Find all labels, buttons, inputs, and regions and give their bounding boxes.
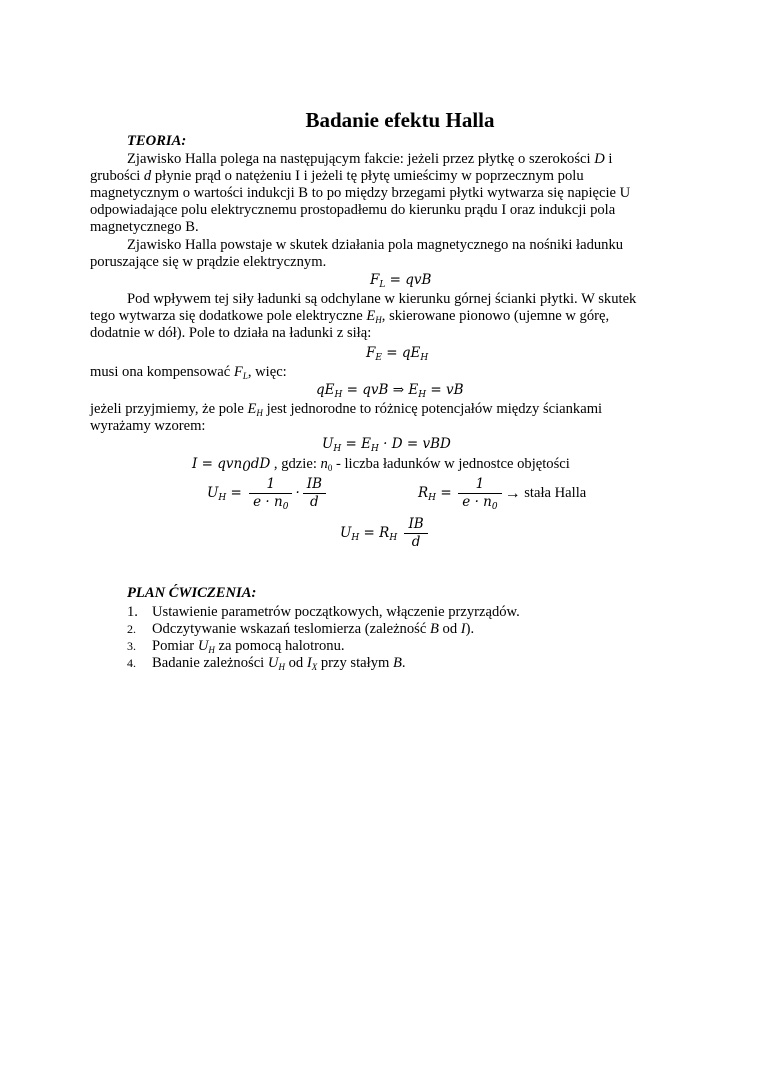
- eq-sub: H: [371, 444, 379, 454]
- eq-text: · D = vBD: [378, 436, 451, 452]
- list-text: od: [438, 621, 461, 637]
- plan-item-2: [127, 621, 474, 638]
- equation-uh-fraction: [207, 476, 329, 511]
- symbol-d: d: [143, 168, 152, 184]
- list-number: 4.: [127, 656, 136, 670]
- eq-text: R: [418, 485, 429, 501]
- text: , skierowane pionowo (ujemne w górę,: [381, 308, 610, 324]
- numerator: 1: [458, 476, 501, 494]
- numerator: IB: [404, 516, 427, 534]
- eq-text: qE: [316, 382, 335, 398]
- eq-lhs: [418, 485, 452, 501]
- symbol-I: I: [306, 655, 312, 671]
- eq-text: U: [322, 436, 334, 452]
- list-text: Pomiar: [152, 638, 198, 654]
- symbol-U: U: [197, 638, 209, 654]
- list-text: Ustawienie parametrów początkowych, włączenie przyrządów.: [152, 604, 520, 620]
- paragraph-1-line-4: odpowiadające polu elektrycznemu prostopadłemu do kierunku prądu I oraz indukcji pola: [90, 202, 616, 218]
- list-number: 1.: [127, 604, 138, 620]
- text: i: [604, 151, 613, 167]
- symbol-B: B: [393, 655, 402, 671]
- text: jest jednorodne to różnicę potencjałów między ściankami: [262, 401, 603, 417]
- symbol-E: E: [247, 401, 257, 417]
- eq-sub: H: [418, 390, 427, 400]
- eq-sub: H: [351, 533, 360, 543]
- list-text: .: [401, 655, 406, 671]
- paragraph-4: [90, 364, 287, 381]
- equation-lorentz-force: [370, 272, 431, 289]
- eq-sub: 0: [242, 459, 251, 475]
- symbol-sub: H: [208, 645, 215, 655]
- eq-sub: L: [379, 280, 386, 290]
- paragraph-3-line-1: Pod wpływem tej siły ładunki są odchylane w kierunku górnej ścianki płytki. W skutek: [127, 291, 637, 307]
- eq-text: dD: [250, 456, 271, 472]
- numerator: IB: [303, 476, 326, 494]
- text: tego wytwarza się dodatkowe pole elektryczne: [90, 308, 367, 324]
- text: musi ona kompensować: [90, 364, 234, 380]
- list-text: Badanie zależności: [152, 655, 268, 671]
- symbol-sub: H: [375, 315, 382, 325]
- list-text: za pomocą halotronu.: [214, 638, 345, 654]
- symbol-U: U: [267, 655, 279, 671]
- fraction-1-over-en0: [249, 476, 292, 511]
- list-text: przy stałym: [317, 655, 393, 671]
- symbol-E: E: [366, 308, 376, 324]
- eq-text: = qvB: [385, 272, 432, 288]
- symbol-sub: H: [256, 408, 263, 418]
- eq-text: F: [370, 272, 380, 288]
- eq-text: F: [366, 345, 376, 361]
- eq-sub: H: [218, 493, 227, 503]
- fraction-IB-over-d: [404, 516, 427, 551]
- paragraph-5-line-1: [90, 401, 602, 418]
- eq-sub: H: [334, 390, 343, 400]
- symbol-B: B: [429, 621, 439, 637]
- eq-sub: H: [333, 444, 342, 454]
- eq-text: = vB: [426, 382, 464, 398]
- symbol-D: D: [594, 151, 605, 167]
- symbol-sub: X: [311, 662, 318, 672]
- paragraph-3-line-2: [90, 308, 609, 325]
- eq-sub: H: [428, 493, 437, 503]
- symbol-n: n: [320, 456, 328, 472]
- hall-constant-label: stała Halla: [520, 485, 587, 501]
- denominator: [458, 494, 501, 511]
- numerator: 1: [249, 476, 292, 494]
- eq-text: U: [340, 525, 352, 541]
- eq-text: e · n: [253, 494, 283, 510]
- equation-uh-rh: [340, 516, 431, 551]
- paragraph-2-line-2: poruszające się w prądzie elektrycznym.: [90, 254, 327, 270]
- list-text: Odczytywanie wskazań teslomierza (zależność: [152, 621, 430, 637]
- list-number: 3.: [127, 639, 136, 653]
- equation-hall-constant: [418, 476, 586, 511]
- text: jeżeli przyjmiemy, że pole: [90, 401, 248, 417]
- denominator: d: [310, 494, 319, 510]
- paragraph-1-line-3: magnetycznym o wartości indukcji B to po między brzegami płytki wytwarza się napięcie U: [90, 185, 631, 201]
- eq-text: = R: [359, 525, 390, 541]
- eq-sub: 0: [491, 502, 498, 512]
- eq-sub: E: [375, 353, 382, 363]
- text: Zjawisko Halla polega na następującym fakcie: jeżeli przez płytkę o szerokości: [127, 151, 595, 167]
- list-text: ).: [465, 621, 475, 637]
- text: grubości: [90, 168, 144, 184]
- paragraph-1-line-2: [90, 168, 584, 185]
- eq-text: I = qvn: [192, 456, 243, 472]
- equation-electric-force: [366, 345, 428, 362]
- fraction-IB-over-d: [303, 476, 326, 511]
- eq-text: = qvB ⇒ E: [342, 382, 419, 398]
- eq-text: =: [226, 485, 242, 501]
- eq-lhs: [207, 485, 242, 501]
- symbol-sub: H: [278, 662, 285, 672]
- eq-sub: H: [389, 533, 398, 543]
- page-title: Badanie efektu Halla: [305, 108, 495, 132]
- eq-text: =: [436, 485, 452, 501]
- eq-text: = E: [341, 436, 371, 452]
- equation-hall-voltage: [322, 436, 451, 453]
- text: płynie prąd o natężeniu I i jeżeli tę płytę umieścimy w poprzecznym polu: [151, 168, 584, 184]
- denominator: [249, 494, 292, 511]
- symbol-I: I: [460, 621, 466, 637]
- denominator: d: [411, 534, 421, 550]
- text: - liczba ładunków w jednostce objętości: [332, 456, 570, 472]
- paragraph-1-line-5: magnetycznego B.: [90, 219, 199, 235]
- plan-item-3: [127, 638, 345, 655]
- symbol-sub: L: [242, 371, 248, 381]
- symbol-sub: 0: [327, 463, 333, 473]
- plan-heading: PLAN ĆWICZENIA:: [127, 585, 257, 601]
- eq-text: U: [207, 485, 219, 501]
- plan-item-1: [127, 604, 520, 621]
- teoria-heading: TEORIA:: [127, 133, 187, 149]
- text: , więc:: [247, 364, 287, 380]
- eq-lhs: [340, 525, 397, 541]
- plan-item-4: [127, 655, 406, 672]
- eq-text: e · n: [462, 494, 492, 510]
- equation-balance: [316, 382, 464, 399]
- fraction-1-over-en0: [458, 476, 501, 511]
- paragraph-5-line-2: wyrażamy wzorem:: [90, 418, 206, 434]
- symbol-F: F: [233, 364, 243, 380]
- text: , gdzie:: [270, 456, 321, 472]
- eq-text: = qE: [381, 345, 421, 361]
- eq-sub: 0: [282, 502, 289, 512]
- paragraph-3-line-3: dodatnie w dół). Pole to działa na ładunki z siłą:: [90, 325, 372, 341]
- paragraph-1-line-1: [127, 151, 612, 168]
- eq-sub: H: [420, 353, 429, 363]
- equation-current: [192, 456, 570, 473]
- dot-operator: ·: [295, 485, 300, 501]
- paragraph-2-line-1: Zjawisko Halla powstaje w skutek działania pola magnetycznego na nośniki ładunku: [127, 237, 624, 253]
- list-number: 2.: [127, 622, 136, 636]
- list-text: od: [284, 655, 307, 671]
- arrow-right-icon: →: [504, 485, 521, 502]
